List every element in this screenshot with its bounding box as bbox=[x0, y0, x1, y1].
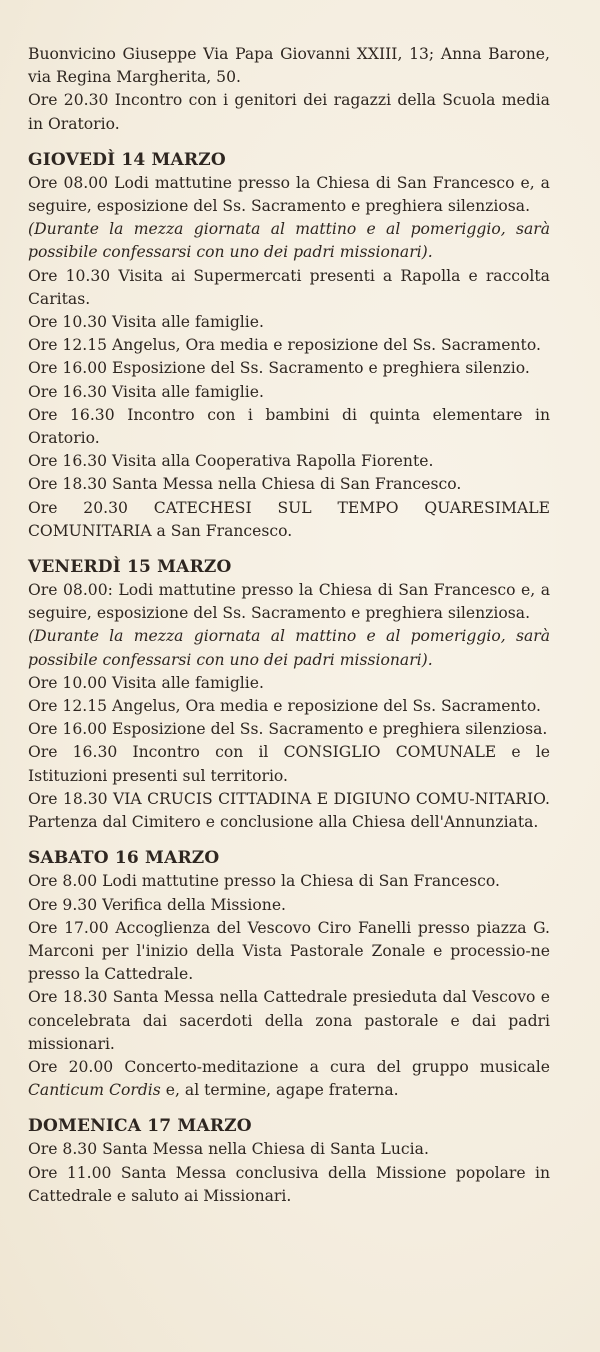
entry-text: Accoglienza del Vescovo Ciro Fanelli presso piazza G. Marconi per l'inizio della Vista Pastorale Zonale e processio-ne presso la Cattedrale. bbox=[28, 918, 550, 984]
entry-text: Buonvicino Giuseppe Via Papa Giovanni XXIII, 13; Anna Barone, via Regina Margherita, 50. bbox=[28, 45, 550, 87]
entry-text: Visita alle famiglie. bbox=[112, 382, 264, 401]
entry-text: Visita alle famiglie. bbox=[112, 313, 264, 332]
entry-time: Ore 10.30 bbox=[28, 266, 111, 285]
entry-text: Santa Messa nella Chiesa di San Francesco. bbox=[112, 475, 462, 494]
entry-text: Incontro con il CONSIGLIO COMUNALE e le Istituzioni presenti sul territorio. bbox=[28, 743, 550, 785]
entry-time: Ore 08.00: bbox=[28, 581, 113, 600]
schedule-entry bbox=[28, 404, 550, 450]
entry-time: Ore 18.30 bbox=[28, 475, 108, 494]
day-friday bbox=[28, 555, 550, 834]
day-title: VENERDÌ 15 MARZO bbox=[28, 557, 232, 578]
entry-text: Incontro con i bambini di quinta elementare in Oratorio. bbox=[28, 405, 550, 448]
schedule-entry bbox=[28, 334, 550, 357]
day-thursday bbox=[28, 148, 550, 543]
schedule-entry bbox=[28, 311, 550, 334]
day-sunday bbox=[28, 1114, 550, 1208]
entry-text: Visita alle famiglie. bbox=[112, 673, 264, 692]
schedule-entry bbox=[28, 357, 550, 380]
schedule-entry bbox=[28, 579, 550, 625]
day-title: GIOVEDÌ 14 MARZO bbox=[28, 149, 226, 170]
schedule-entry bbox=[28, 450, 550, 473]
entry-time: Ore 12.15 bbox=[28, 336, 108, 355]
entry-text: Esposizione del Ss. Sacramento e preghiera silenzio. bbox=[112, 359, 530, 378]
entry-text: Verifica della Missione. bbox=[102, 895, 287, 914]
intro-block bbox=[28, 43, 550, 136]
day-title: SABATO 16 MARZO bbox=[28, 848, 220, 869]
schedule-entry bbox=[28, 986, 550, 1056]
entry-time: Ore 08.00 bbox=[28, 173, 109, 192]
entry-time: Ore 16.30 bbox=[28, 405, 115, 424]
intro-address bbox=[28, 43, 550, 89]
day-title: DOMENICA 17 MARZO bbox=[28, 1116, 252, 1137]
entry-time: Ore 18.30 bbox=[28, 789, 108, 808]
entry-text: Santa Messa nella Cattedrale presieduta dal Vescovo e concelebrata dai sacerdoti della zona pastorale e dai padri missionari. bbox=[28, 988, 550, 1053]
schedule-entry bbox=[28, 265, 550, 311]
entry-time: Ore 8.30 bbox=[28, 1140, 98, 1159]
entry-time: Ore 16.00 bbox=[28, 359, 108, 378]
entry-time: Ore 12.15 bbox=[28, 697, 108, 716]
schedule-entry bbox=[28, 672, 550, 695]
entry-text: VIA CRUCIS CITTADINA E DIGIUNO COMU-NITARIO. Partenza dal Cimitero e conclusione alla Chiesa dell'Annunziata. bbox=[28, 789, 550, 832]
day-saturday bbox=[28, 846, 550, 1102]
schedule-entry bbox=[28, 1162, 550, 1208]
entry-time: Ore 16.30 bbox=[28, 452, 108, 471]
schedule-entry bbox=[28, 917, 550, 987]
schedule-entry bbox=[28, 172, 550, 218]
entry-text: Visita alla Cooperativa Rapolla Fiorente. bbox=[112, 452, 434, 471]
entry-text: Concerto-meditazione a cura del gruppo musicale bbox=[124, 1057, 550, 1076]
entry-time: Ore 17.00 bbox=[28, 918, 109, 937]
schedule-entry bbox=[28, 473, 550, 496]
entry-text: Lodi mattutine presso la Chiesa di San Francesco. bbox=[102, 872, 500, 891]
entry-text: Esposizione del Ss. Sacramento e preghiera silenziosa. bbox=[112, 720, 548, 739]
entry-time: Ore 10.00 bbox=[28, 673, 108, 692]
ensemble-name: Canticum Cordis bbox=[28, 1081, 161, 1100]
entry-time: Ore 18.30 bbox=[28, 988, 108, 1007]
schedule-entry bbox=[28, 788, 550, 834]
schedule-entry bbox=[28, 718, 550, 741]
schedule-entry bbox=[28, 497, 550, 543]
entry-text: Angelus, Ora media e reposizione del Ss. Sacramento. bbox=[112, 336, 541, 355]
entry-time: Ore 20.00 bbox=[28, 1057, 114, 1076]
entry-text: Santa Messa nella Chiesa di Santa Lucia. bbox=[102, 1140, 429, 1159]
schedule-entry bbox=[28, 1056, 550, 1102]
schedule-entry bbox=[28, 1138, 550, 1161]
confession-note: (Durante la mezza giornata al mattino e al pomeriggio, sarà possibile confessarsi con uno dei padri missionari). bbox=[28, 220, 550, 262]
schedule-entry bbox=[28, 381, 550, 404]
entry-text: Visita ai Supermercati presenti a Rapolla e raccolta Caritas. bbox=[28, 266, 550, 308]
confession-note: (Durante la mezza giornata al mattino e al pomeriggio, sarà possibile confessarsi con uno dei padri missionari). bbox=[28, 627, 550, 669]
intro-entry bbox=[28, 89, 550, 135]
entry-time: Ore 20.30 bbox=[28, 91, 109, 110]
schedule-entry bbox=[28, 894, 550, 917]
entry-time: Ore 16.00 bbox=[28, 720, 108, 739]
entry-text: CATECHESI SUL TEMPO QUARESIMALE COMUNITARIA a San Francesco. bbox=[28, 498, 550, 540]
entry-text: Angelus, Ora media e reposizione del Ss. Sacramento. bbox=[112, 697, 541, 716]
entry-time: Ore 16.30 bbox=[28, 382, 108, 401]
schedule-entry bbox=[28, 741, 550, 787]
entry-time: Ore 8.00 bbox=[28, 872, 98, 891]
schedule-entry bbox=[28, 695, 550, 718]
entry-time: Ore 11.00 bbox=[28, 1163, 112, 1182]
entry-time: Ore 16.30 bbox=[28, 743, 118, 762]
schedule-entry bbox=[28, 870, 550, 893]
entry-text: Lodi mattutine presso la Chiesa di San Francesco e, a seguire, esposizione del Ss. Sacramento e preghiera silenziosa. bbox=[28, 581, 550, 623]
entry-time: Ore 9.30 bbox=[28, 895, 98, 914]
entry-text-after: e, al termine, agape fraterna. bbox=[165, 1081, 399, 1100]
entry-time: Ore 20.30 bbox=[28, 498, 128, 517]
entry-text: Incontro con i genitori dei ragazzi della Scuola media in Oratorio. bbox=[28, 91, 550, 133]
entry-time: Ore 10.30 bbox=[28, 313, 108, 332]
entry-text: Lodi mattutine presso la Chiesa di San Francesco e, a seguire, esposizione del Ss. Sacramento e preghiera silenziosa. bbox=[28, 173, 550, 216]
entry-text: Santa Messa conclusiva della Missione popolare in Cattedrale e saluto ai Missionari. bbox=[28, 1163, 550, 1205]
